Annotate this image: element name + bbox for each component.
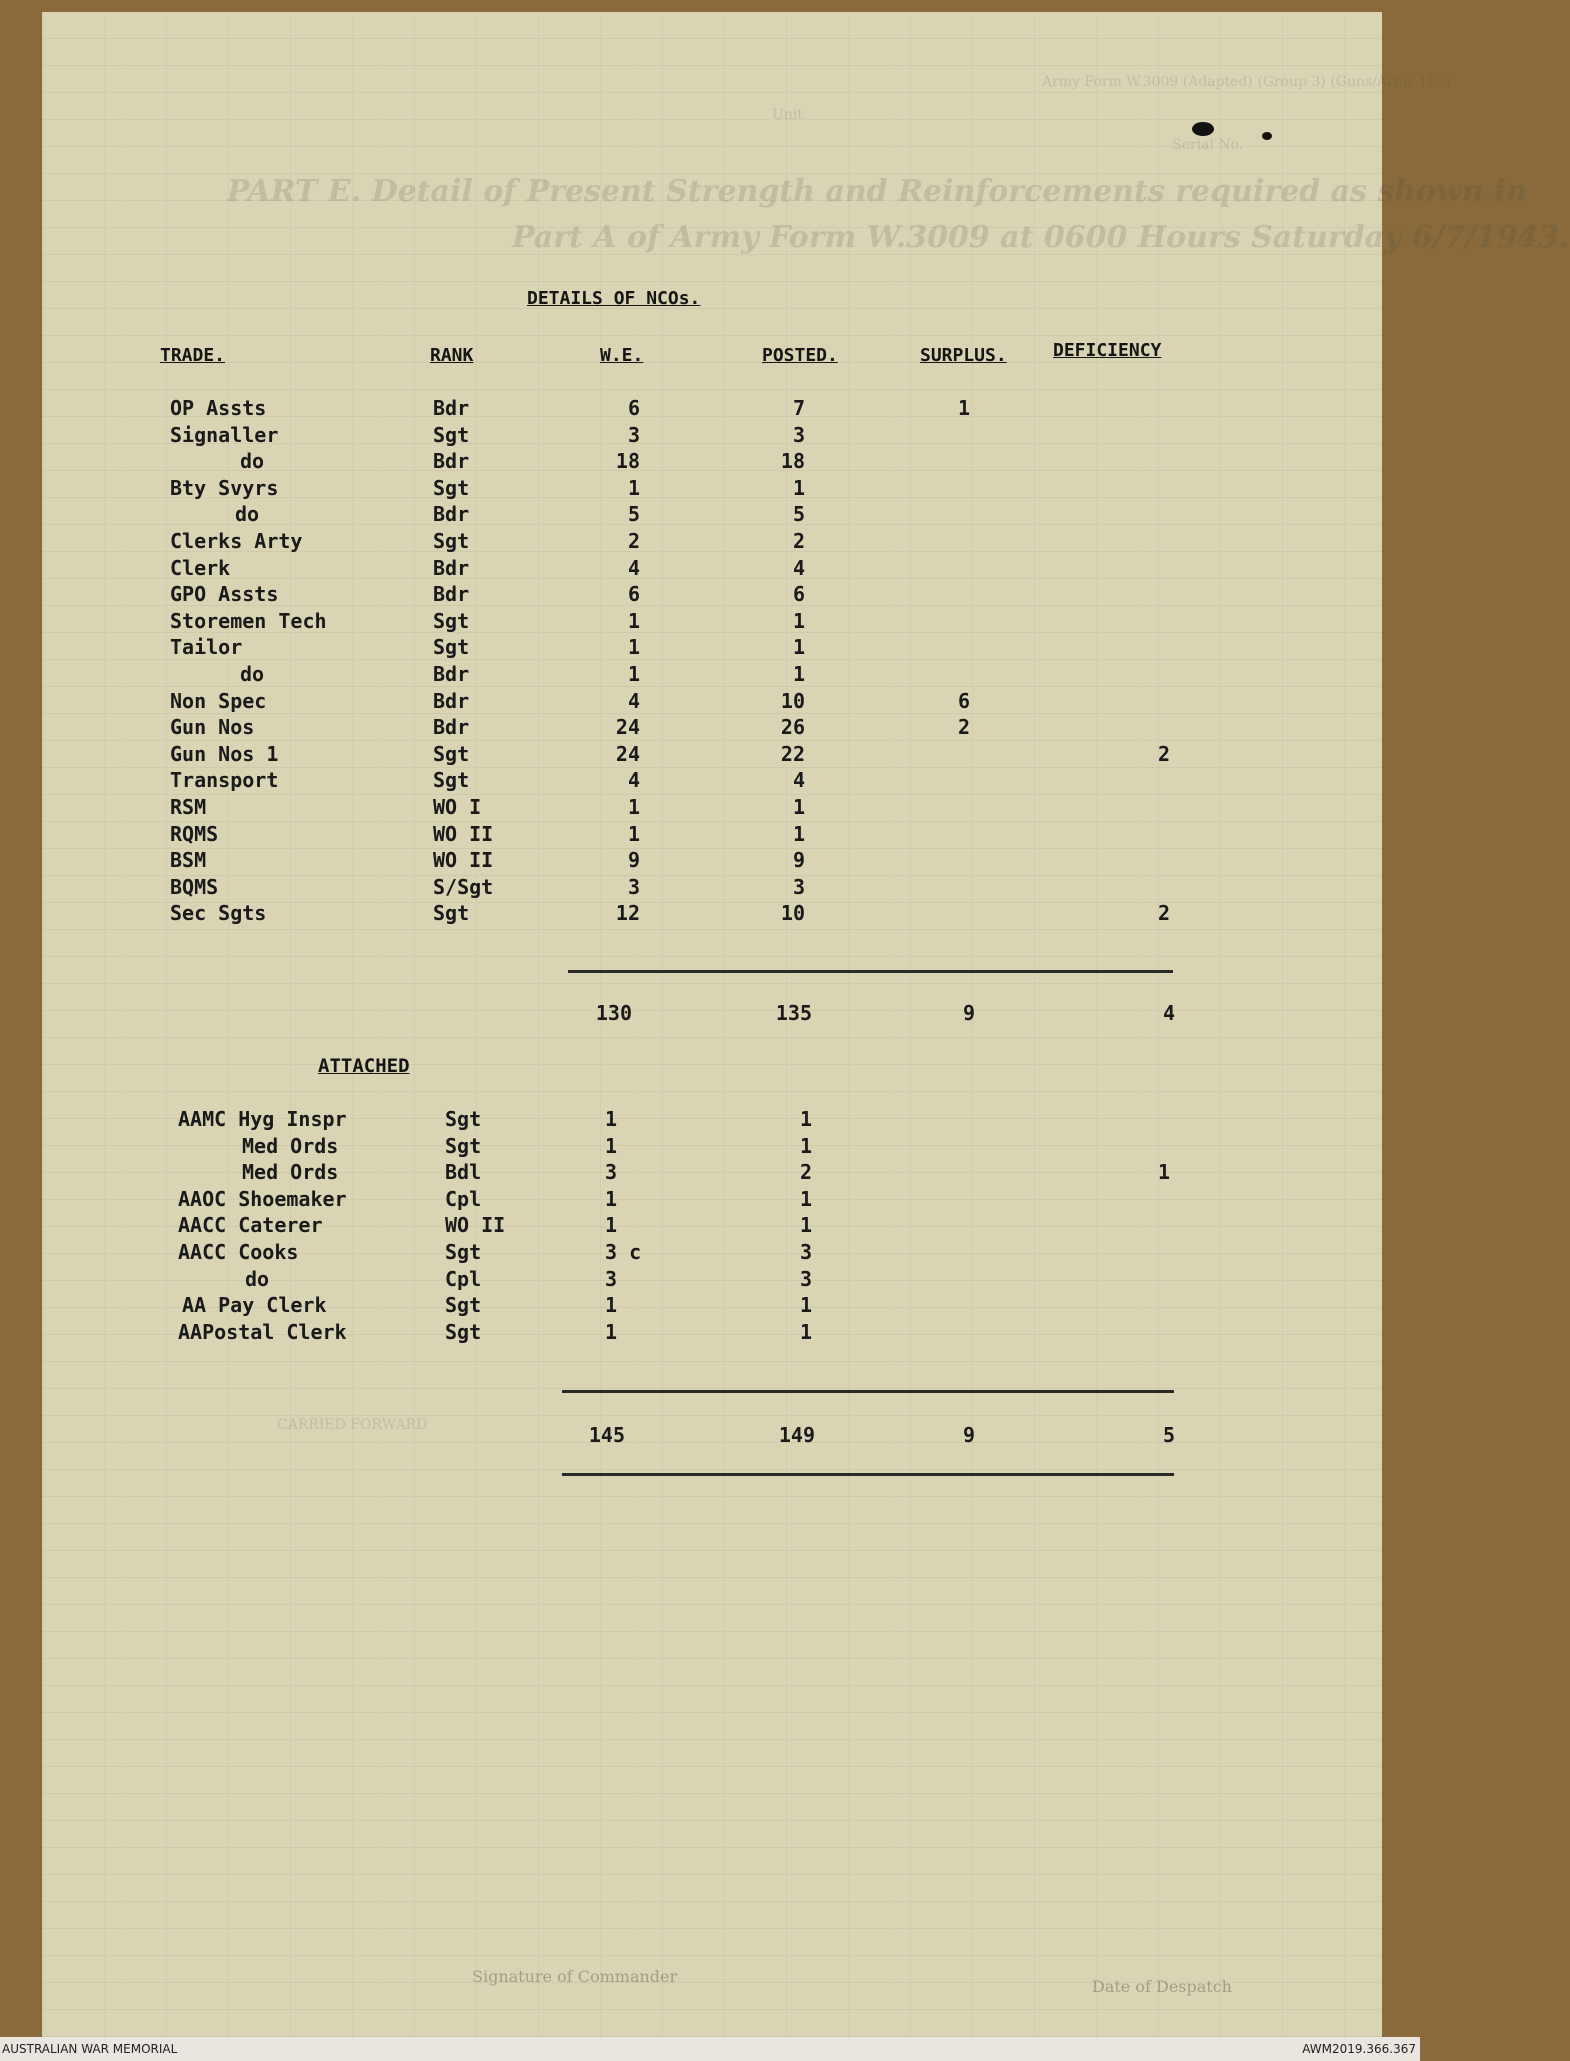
row-we: 12 xyxy=(615,901,640,925)
grand-total-rule-bottom xyxy=(562,1473,1174,1476)
attached-rank: Bdl xyxy=(445,1160,482,1184)
row-trade: GPO Assts xyxy=(170,582,279,606)
row-rank: Bdr xyxy=(433,502,470,526)
row-posted: 7 xyxy=(792,396,805,420)
row-posted: 1 xyxy=(792,822,805,846)
attached-posted: 2 xyxy=(800,1160,813,1184)
row-posted: 26 xyxy=(780,715,805,739)
row-posted: 1 xyxy=(792,476,805,500)
grand-total-posted: 149 xyxy=(778,1423,815,1447)
grand-total-deficiency: 5 xyxy=(1162,1423,1175,1447)
attached-we: 1 xyxy=(605,1134,618,1158)
row-rank: Sgt xyxy=(433,768,470,792)
row-rank: Sgt xyxy=(433,635,470,659)
row-deficiency: 2 xyxy=(1157,742,1170,766)
attached-rank: Sgt xyxy=(445,1320,482,1344)
attached-posted: 3 xyxy=(800,1240,813,1264)
attached-rank: Sgt xyxy=(445,1134,482,1158)
document-page xyxy=(42,12,1570,2037)
carried-forward-ghost: CARRIED FORWARD xyxy=(277,1417,428,1433)
row-posted: 10 xyxy=(780,689,805,713)
row-we: 4 xyxy=(627,689,640,713)
row-surplus: 1 xyxy=(957,396,970,420)
row-posted: 1 xyxy=(792,635,805,659)
attached-trade: do xyxy=(245,1267,270,1291)
row-posted: 3 xyxy=(792,875,805,899)
unit-ghost: Unit xyxy=(772,107,803,123)
attached-trade: AA Pay Clerk xyxy=(182,1293,327,1317)
row-rank: Bdr xyxy=(433,689,470,713)
attached-posted: 1 xyxy=(800,1320,813,1344)
grand-total-rule-top xyxy=(562,1390,1174,1393)
page-title: DETAILS OF NCOs. xyxy=(527,288,701,309)
footer-bar xyxy=(0,2037,1420,2061)
col-trade-header: TRADE. xyxy=(160,345,226,366)
grand-total-surplus: 9 xyxy=(962,1423,975,1447)
row-trade: Clerks Arty xyxy=(170,529,303,553)
row-trade: Transport xyxy=(170,768,279,792)
row-trade: Sec Sgts xyxy=(170,901,267,925)
subtotal-surplus: 9 xyxy=(962,1001,975,1025)
attached-we: 3 xyxy=(605,1160,618,1184)
attached-posted: 1 xyxy=(800,1107,813,1131)
row-we: 3 xyxy=(627,423,640,447)
row-trade: Clerk xyxy=(170,556,231,580)
row-trade: Non Spec xyxy=(170,689,267,713)
row-we: 3 xyxy=(627,875,640,899)
row-surplus: 2 xyxy=(957,715,970,739)
row-trade: Signaller xyxy=(170,423,279,447)
row-we: 24 xyxy=(615,715,640,739)
attached-heading: ATTACHED xyxy=(318,1055,410,1077)
row-we: 5 xyxy=(627,502,640,526)
row-trade: do xyxy=(240,449,265,473)
row-rank: Bdr xyxy=(433,449,470,473)
row-we: 2 xyxy=(627,529,640,553)
row-we: 24 xyxy=(615,742,640,766)
row-we: 4 xyxy=(627,556,640,580)
row-rank: Sgt xyxy=(433,476,470,500)
row-posted: 9 xyxy=(792,848,805,872)
row-we: 4 xyxy=(627,768,640,792)
row-rank: Sgt xyxy=(433,609,470,633)
despatch-label: Date of Despatch xyxy=(1092,1977,1232,1996)
row-surplus: 6 xyxy=(957,689,970,713)
row-rank: WO II xyxy=(433,822,494,846)
row-rank: Bdr xyxy=(433,715,470,739)
row-posted: 1 xyxy=(792,795,805,819)
row-trade: Bty Svyrs xyxy=(170,476,279,500)
ink-blot xyxy=(1192,122,1214,136)
attached-deficiency: 1 xyxy=(1158,1160,1171,1184)
attached-trade: Med Ords xyxy=(242,1134,339,1158)
row-rank: Bdr xyxy=(433,556,470,580)
attached-trade: Med Ords xyxy=(242,1160,339,1184)
subtotal-posted: 135 xyxy=(775,1001,812,1025)
attached-rank: Sgt xyxy=(445,1293,482,1317)
attached-we: 1 xyxy=(605,1213,618,1237)
attached-rank: Sgt xyxy=(445,1107,482,1131)
row-trade: Storemen Tech xyxy=(170,609,327,633)
row-we: 18 xyxy=(615,449,640,473)
row-we: 1 xyxy=(627,662,640,686)
row-posted: 22 xyxy=(780,742,805,766)
attached-we: 1 xyxy=(605,1187,618,1211)
row-trade: do xyxy=(235,502,260,526)
row-we: 9 xyxy=(627,848,640,872)
attached-rank: Cpl xyxy=(445,1187,482,1211)
attached-we: 3 xyxy=(605,1267,618,1291)
row-posted: 10 xyxy=(780,901,805,925)
attached-posted: 1 xyxy=(800,1213,813,1237)
attached-posted: 1 xyxy=(800,1293,813,1317)
row-posted: 3 xyxy=(792,423,805,447)
row-we: 1 xyxy=(627,635,640,659)
attached-we: 1 xyxy=(605,1107,618,1131)
subtotal-deficiency: 4 xyxy=(1162,1001,1175,1025)
row-rank: WO II xyxy=(433,848,494,872)
grand-total-we: 145 xyxy=(588,1423,625,1447)
form-id-ghost: Army Form W.3009 (Adapted) (Group 3) (Guns/Arms 183) xyxy=(1042,74,1451,90)
row-trade: do xyxy=(240,662,265,686)
row-posted: 1 xyxy=(792,609,805,633)
row-trade: BSM xyxy=(170,848,207,872)
row-posted: 1 xyxy=(792,662,805,686)
row-posted: 5 xyxy=(792,502,805,526)
row-we: 6 xyxy=(627,396,640,420)
attached-we: 3 c xyxy=(605,1240,642,1264)
row-posted: 6 xyxy=(792,582,805,606)
attached-we: 1 xyxy=(605,1320,618,1344)
col-rank-header: RANK xyxy=(430,345,474,366)
row-rank: Bdr xyxy=(433,662,470,686)
attached-trade: AAMC Hyg Inspr xyxy=(178,1107,347,1131)
row-posted: 2 xyxy=(792,529,805,553)
attached-trade: AAPostal Clerk xyxy=(178,1320,347,1344)
row-rank: Sgt xyxy=(433,742,470,766)
row-rank: WO I xyxy=(433,795,482,819)
col-deficiency-header: DEFICIENCY xyxy=(1053,340,1162,361)
row-we: 1 xyxy=(627,476,640,500)
attached-posted: 1 xyxy=(800,1134,813,1158)
row-trade: Gun Nos 1 xyxy=(170,742,279,766)
row-rank: Bdr xyxy=(433,396,470,420)
row-trade: Gun Nos xyxy=(170,715,255,739)
row-rank: Sgt xyxy=(433,529,470,553)
subtotal-we: 130 xyxy=(595,1001,632,1025)
attached-posted: 1 xyxy=(800,1187,813,1211)
serial-ghost: Serial No. xyxy=(1172,137,1244,153)
row-we: 1 xyxy=(627,609,640,633)
signature-label: Signature of Commander xyxy=(472,1967,678,1986)
row-we: 1 xyxy=(627,822,640,846)
footer-left: AUSTRALIAN WAR MEMORIAL xyxy=(2,2042,178,2056)
row-trade: BQMS xyxy=(170,875,219,899)
row-rank: S/Sgt xyxy=(433,875,494,899)
attached-rank: WO II xyxy=(445,1213,506,1237)
subtotal-rule xyxy=(568,970,1173,973)
row-trade: RQMS xyxy=(170,822,219,846)
row-rank: Bdr xyxy=(433,582,470,606)
attached-posted: 3 xyxy=(800,1267,813,1291)
attached-we: 1 xyxy=(605,1293,618,1317)
row-posted: 4 xyxy=(792,556,805,580)
attached-trade: AACC Cooks xyxy=(178,1240,299,1264)
row-trade: RSM xyxy=(170,795,207,819)
part-heading-ghost: PART E. Detail of Present Strength and Reinforcements required as shown in xyxy=(227,174,1528,209)
row-posted: 18 xyxy=(780,449,805,473)
col-surplus-header: SURPLUS. xyxy=(920,345,1007,366)
col-posted-header: POSTED. xyxy=(762,345,838,366)
attached-rank: Sgt xyxy=(445,1240,482,1264)
row-rank: Sgt xyxy=(433,901,470,925)
row-rank: Sgt xyxy=(433,423,470,447)
ink-blot xyxy=(1262,132,1272,140)
attached-trade: AACC Caterer xyxy=(178,1213,323,1237)
col-we-header: W.E. xyxy=(600,345,644,366)
attached-trade: AAOC Shoemaker xyxy=(178,1187,347,1211)
footer-right: AWM2019.366.367 xyxy=(1302,2042,1416,2056)
row-we: 1 xyxy=(627,795,640,819)
row-trade: OP Assts xyxy=(170,396,267,420)
part-subheading-ghost: Part A of Army Form W.3009 at 0600 Hours Saturday 6/7/1943. xyxy=(512,220,1570,255)
row-trade: Tailor xyxy=(170,635,243,659)
row-deficiency: 2 xyxy=(1157,901,1170,925)
attached-rank: Cpl xyxy=(445,1267,482,1291)
row-posted: 4 xyxy=(792,768,805,792)
row-we: 6 xyxy=(627,582,640,606)
